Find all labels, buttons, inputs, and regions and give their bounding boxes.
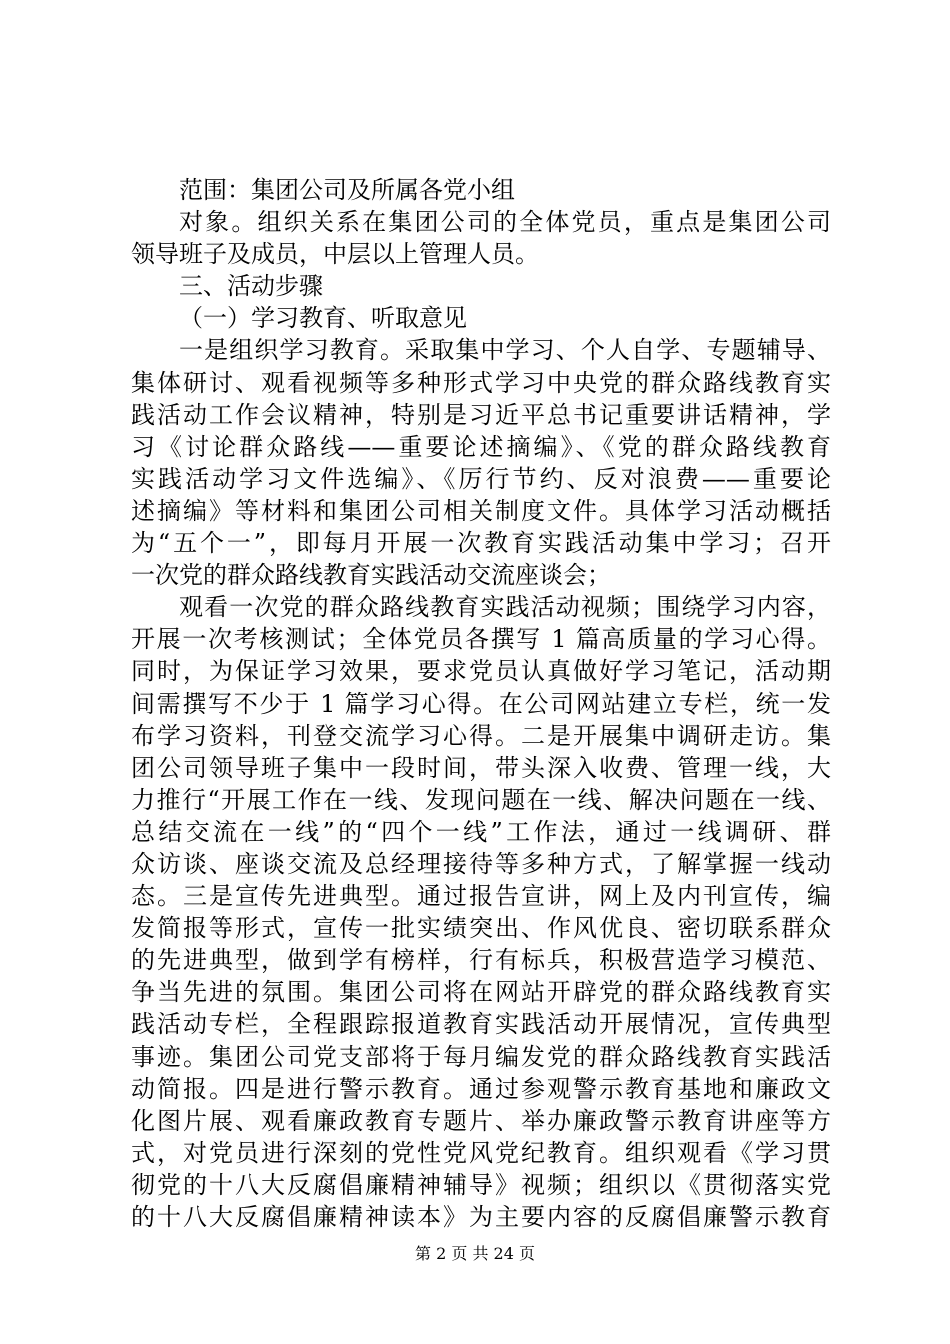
text-line: 式，对党员进行深刻的党性党风党纪教育。组织观看《学习贯 xyxy=(131,1138,831,1167)
text-line: 一是组织学习教育。采取集中学习、个人自学、专题辅导、 xyxy=(179,336,831,365)
text-line: 众访谈、座谈交流及总经理接待等多种方式，了解掌握一线动 xyxy=(131,849,831,878)
text-line: 实践活动学习文件选编》、《厉行节约、反对浪费——重要论 xyxy=(131,464,831,493)
text-line: 为“五个一”，即每月开展一次教育实践活动集中学习；召开 xyxy=(131,529,831,558)
section-heading: 三、活动步骤 xyxy=(179,272,323,301)
subsection-heading: （一）学习教育、听取意见 xyxy=(179,304,467,333)
text-line: 对象。组织关系在集团公司的全体党员，重点是集团公司 xyxy=(179,208,831,237)
text-line: 的十八大反腐倡廉精神读本》为主要内容的反腐倡廉警示教育 xyxy=(131,1203,831,1231)
text-line: 布学习资料，刊登交流学习心得。二是开展集中调研走访。集 xyxy=(131,721,831,750)
text-line: 总结交流在一线”的“四个一线”工作法，通过一线调研、群 xyxy=(131,817,831,846)
text-line: 力推行“开展工作在一线、发现问题在一线、解决问题在一线、 xyxy=(131,785,831,814)
text-line: 领导班子及成员，中层以上管理人员。 xyxy=(131,240,539,269)
text-line: 争当先进的氛围。集团公司将在网站开辟党的群众路线教育实 xyxy=(131,978,831,1007)
text-line: 彻党的十八大反腐倡廉精神辅导》视频；组织以《贯彻落实党 xyxy=(131,1170,831,1199)
text-line: 范围：集团公司及所属各党小组 xyxy=(179,176,515,204)
text-line: 团公司领导班子集中一段时间，带头深入收费、管理一线，大 xyxy=(131,753,831,782)
text-line: 同时，为保证学习效果，要求党员认真做好学习笔记，活动期 xyxy=(131,657,831,686)
text-line: 开展一次考核测试；全体党员各撰写 1 篇高质量的学习心得。 xyxy=(131,625,831,654)
text-line: 态。三是宣传先进典型。通过报告宣讲，网上及内刊宣传，编 xyxy=(131,882,831,911)
text-line: 间需撰写不少于 1 篇学习心得。在公司网站建立专栏，统一发 xyxy=(131,689,831,718)
text-line: 习《讨论群众路线——重要论述摘编》、《党的群众路线教育 xyxy=(131,432,831,461)
document-body xyxy=(131,174,831,1233)
text-line: 一次党的群众路线教育实践活动交流座谈会； xyxy=(131,561,611,590)
text-line: 观看一次党的群众路线教育实践活动视频；围绕学习内容， xyxy=(179,593,831,622)
text-line: 事迹。集团公司党支部将于每月编发党的群众路线教育实践活 xyxy=(131,1042,831,1071)
page-number-footer: 第 2 页 共 24 页 xyxy=(415,1244,535,1263)
text-line: 动简报。四是进行警示教育。通过参观警示教育基地和廉政文 xyxy=(131,1074,831,1103)
text-line: 践活动专栏，全程跟踪报道教育实践活动开展情况，宣传典型 xyxy=(131,1010,831,1039)
text-line: 发简报等形式，宣传一批实绩突出、作风优良、密切联系群众 xyxy=(131,914,831,943)
text-line: 述摘编》等材料和集团公司相关制度文件。具体学习活动概括 xyxy=(131,496,831,525)
text-line: 化图片展、观看廉政教育专题片、举办廉政警示教育讲座等方 xyxy=(131,1106,831,1135)
text-line: 的先进典型，做到学有榜样，行有标兵，积极营造学习模范、 xyxy=(131,946,831,975)
text-line: 践活动工作会议精神，特别是习近平总书记重要讲话精神，学 xyxy=(131,400,831,429)
text-line: 集体研讨、观看视频等多种形式学习中央党的群众路线教育实 xyxy=(131,368,831,397)
